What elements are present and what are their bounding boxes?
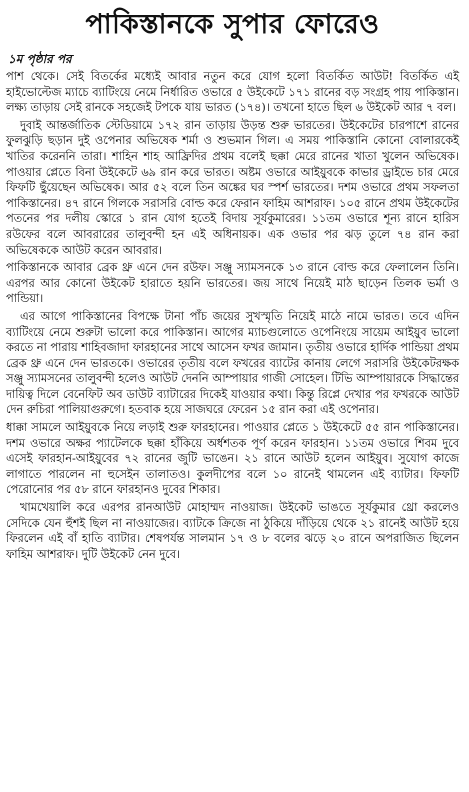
paragraph: দুবাই আন্তর্জাতিক স্টেডিয়ামে ১৭২ রান তাড়ায় উড়ন্ত শুরু ভারতের। উইকেটের চারপাশে রানের ফুলঝুড়ি ছড়ান দুই ওপেনার অভিষেক শর্মা ও শুভমান গিল। এ সময় পাকিস্তানি কোনো বোলারকেই খাতির করেননি তারা। শাহিন শাহ আফ্রিদির প্রথম বলেই ছক্কা মেরে রানের খাতা খুলেন অভিষেক। পাওয়ার প্লেতে বিনা উইকেটে ৬৯ রান করে ভারত। অষ্টম ওভারে আইয়ুবকে কাভার ড্রাইভে চার মেরে ফিফটি ছুঁয়েছেন অভিষেক। আর ৫২ বলে তিন অঙ্কের ঘর স্পর্শ ভারতের। দশম ওভারে প্রথম সফলতা পাকিস্তানের। ৪৭ রানে গিলকে সরাসরি বোল্ড করে ফেরান ফাহিম আশরাফ। ১০৫ রানে প্রথম উইকেটের পতনের পর দলীয় স্কোরে ১ রান যোগ হতেই বিদায় সূর্যকুমারের। ১১তম ওভারে শূন্য রানে হারিস রউফের বলে আবরারের তালুবন্দী হন এই অধিনায়ক। এক ওভার পর ঝড় তুলে ৭৪ রান করা অভিষেককে আউট করেন আবরার। xyxy=(6,118,459,257)
article-body xyxy=(6,69,459,562)
paragraph: ধাক্কা সামলে আইয়ুবকে নিয়ে লড়াই শুরু ফারহানের। পাওয়ার প্লেতে ১ উইকেটে ৫৫ রান পাকিস্তানের। দশম ওভারে অক্ষর প্যাটেলকে ছক্কা হাঁকিয়ে অর্ধশতক পূর্ণ করেন ফারহান। ১১তম ওভারে শিবম দুবে এসেই ফারহান-আইয়ুবের ৭২ রানের জুটি ভাঙেন। ২১ রানে আউট হলেন আইয়ুব। সুযোগ কাজে লাগাতে পারলেন না হুসেইন তালাতও। কুলদীপের বলে ১০ রানেই থামলেন এই ব্যাটার। ফিফটি পেরোনোর পর ৫৮ রানে ফারহানও দুবের শিকার। xyxy=(6,421,459,497)
paragraph: এর আগে পাকিস্তানের বিপক্ষে টানা পাঁচ জয়ের সুখস্মৃতি নিয়েই মাঠে নামে ভারত। তবে এদিন ব্যাটিংয়ে নেমে শুরুটা ভালো করে পাকিস্তান। আগের ম্যাচগুলোতে ওপেনিংয়ে সায়েম আইয়ুব ভালো করতে না পারায় শাহিবজাদা ফারহানের সাথে আসেন ফখর জামান। তৃতীয় ওভারে হার্দিক পান্ডিয়া প্রথম ব্রেক থ্রু এনে দেন ভারতকে। ওভারের তৃতীয় বলে ফখরের ব্যাটের কানায় লেগে সরাসরি উইকেটরক্ষক সঞ্জু স্যামসনের তালুবন্দী হলেও আউট দেননি আম্পায়ার গাজী সোহেল। টিভি আম্পায়ারকে সিদ্ধান্তের দায়িত্ব দিলে বেনেফিট অব ডাউট ব্যাটারের দিকেই যাওয়ার কথা। কিন্তু রিপ্লে দেখার পর ফখরকে আউট দেন রুচিরা পালিয়াগুরুগে। হতবাক হয়ে সাজঘরে ফেরেন ১৫ রান করা এই ওপেনার। xyxy=(6,309,459,417)
continued-label: ১ম পৃষ্ঠার পর xyxy=(8,52,72,66)
paragraph: পাশ থেকে। সেই বিতর্কের মধ্যেই আবার নতুন করে যোগ হলো বিতর্কিত আউট! বিতর্কিত এই হাইভোল্টেজ ম্যাচে ব্যাটিংয়ে নেমে নির্ধারিত ওভারে ৫ উইকেটে ১৭১ রানের বড় সংগ্রহ পায় পাকিস্তান। লক্ষ্য তাড়ায় সেই রানকে সহজেই টপকে যায় ভারত (১৭৪)। তখনো হাতে ছিল ৬ উইকেট আর ৭ বল। xyxy=(6,70,459,115)
headline: পাকিস্তানকে সুপার ফোরেও xyxy=(85,9,380,40)
paragraph: পাকিস্তানকে আবার ব্রেক থ্রু এনে দেন রউফ। সঞ্জু স্যামসনকে ১৩ রানে বোল্ড করে ফেলালেন তিনি। এরপর আর কোনো উইকেট হারাতে হয়নি ভারতের। জয় সাথে নিয়েই মাঠ ছাড়েন তিলক ভর্মা ও পান্ডিয়া। xyxy=(6,261,459,306)
paragraph: খামখেয়ালি করে এরপর রানআউট মোহাম্মদ নাওয়াজ। উইকেট ভাঙতে সূর্যকুমার থ্রো করলেও সেদিকে যেন হুঁশই ছিল না নাওয়াজের। ব্যাটকে ক্রিজে না ঠুকিয়ে দাঁড়িয়ে থেকে ২১ রানেই আউট হয়ে ফিরলেন এই বাঁ হাতি ব্যাটার। শেষপর্যন্ত সালমান ১৭ ও ৮ বলের ঝড়ে ২০ রানে অপরাজিত ছিলেন ফাহিম আশরাফ। দুটি উইকেট নেন দুবে। xyxy=(6,501,459,561)
